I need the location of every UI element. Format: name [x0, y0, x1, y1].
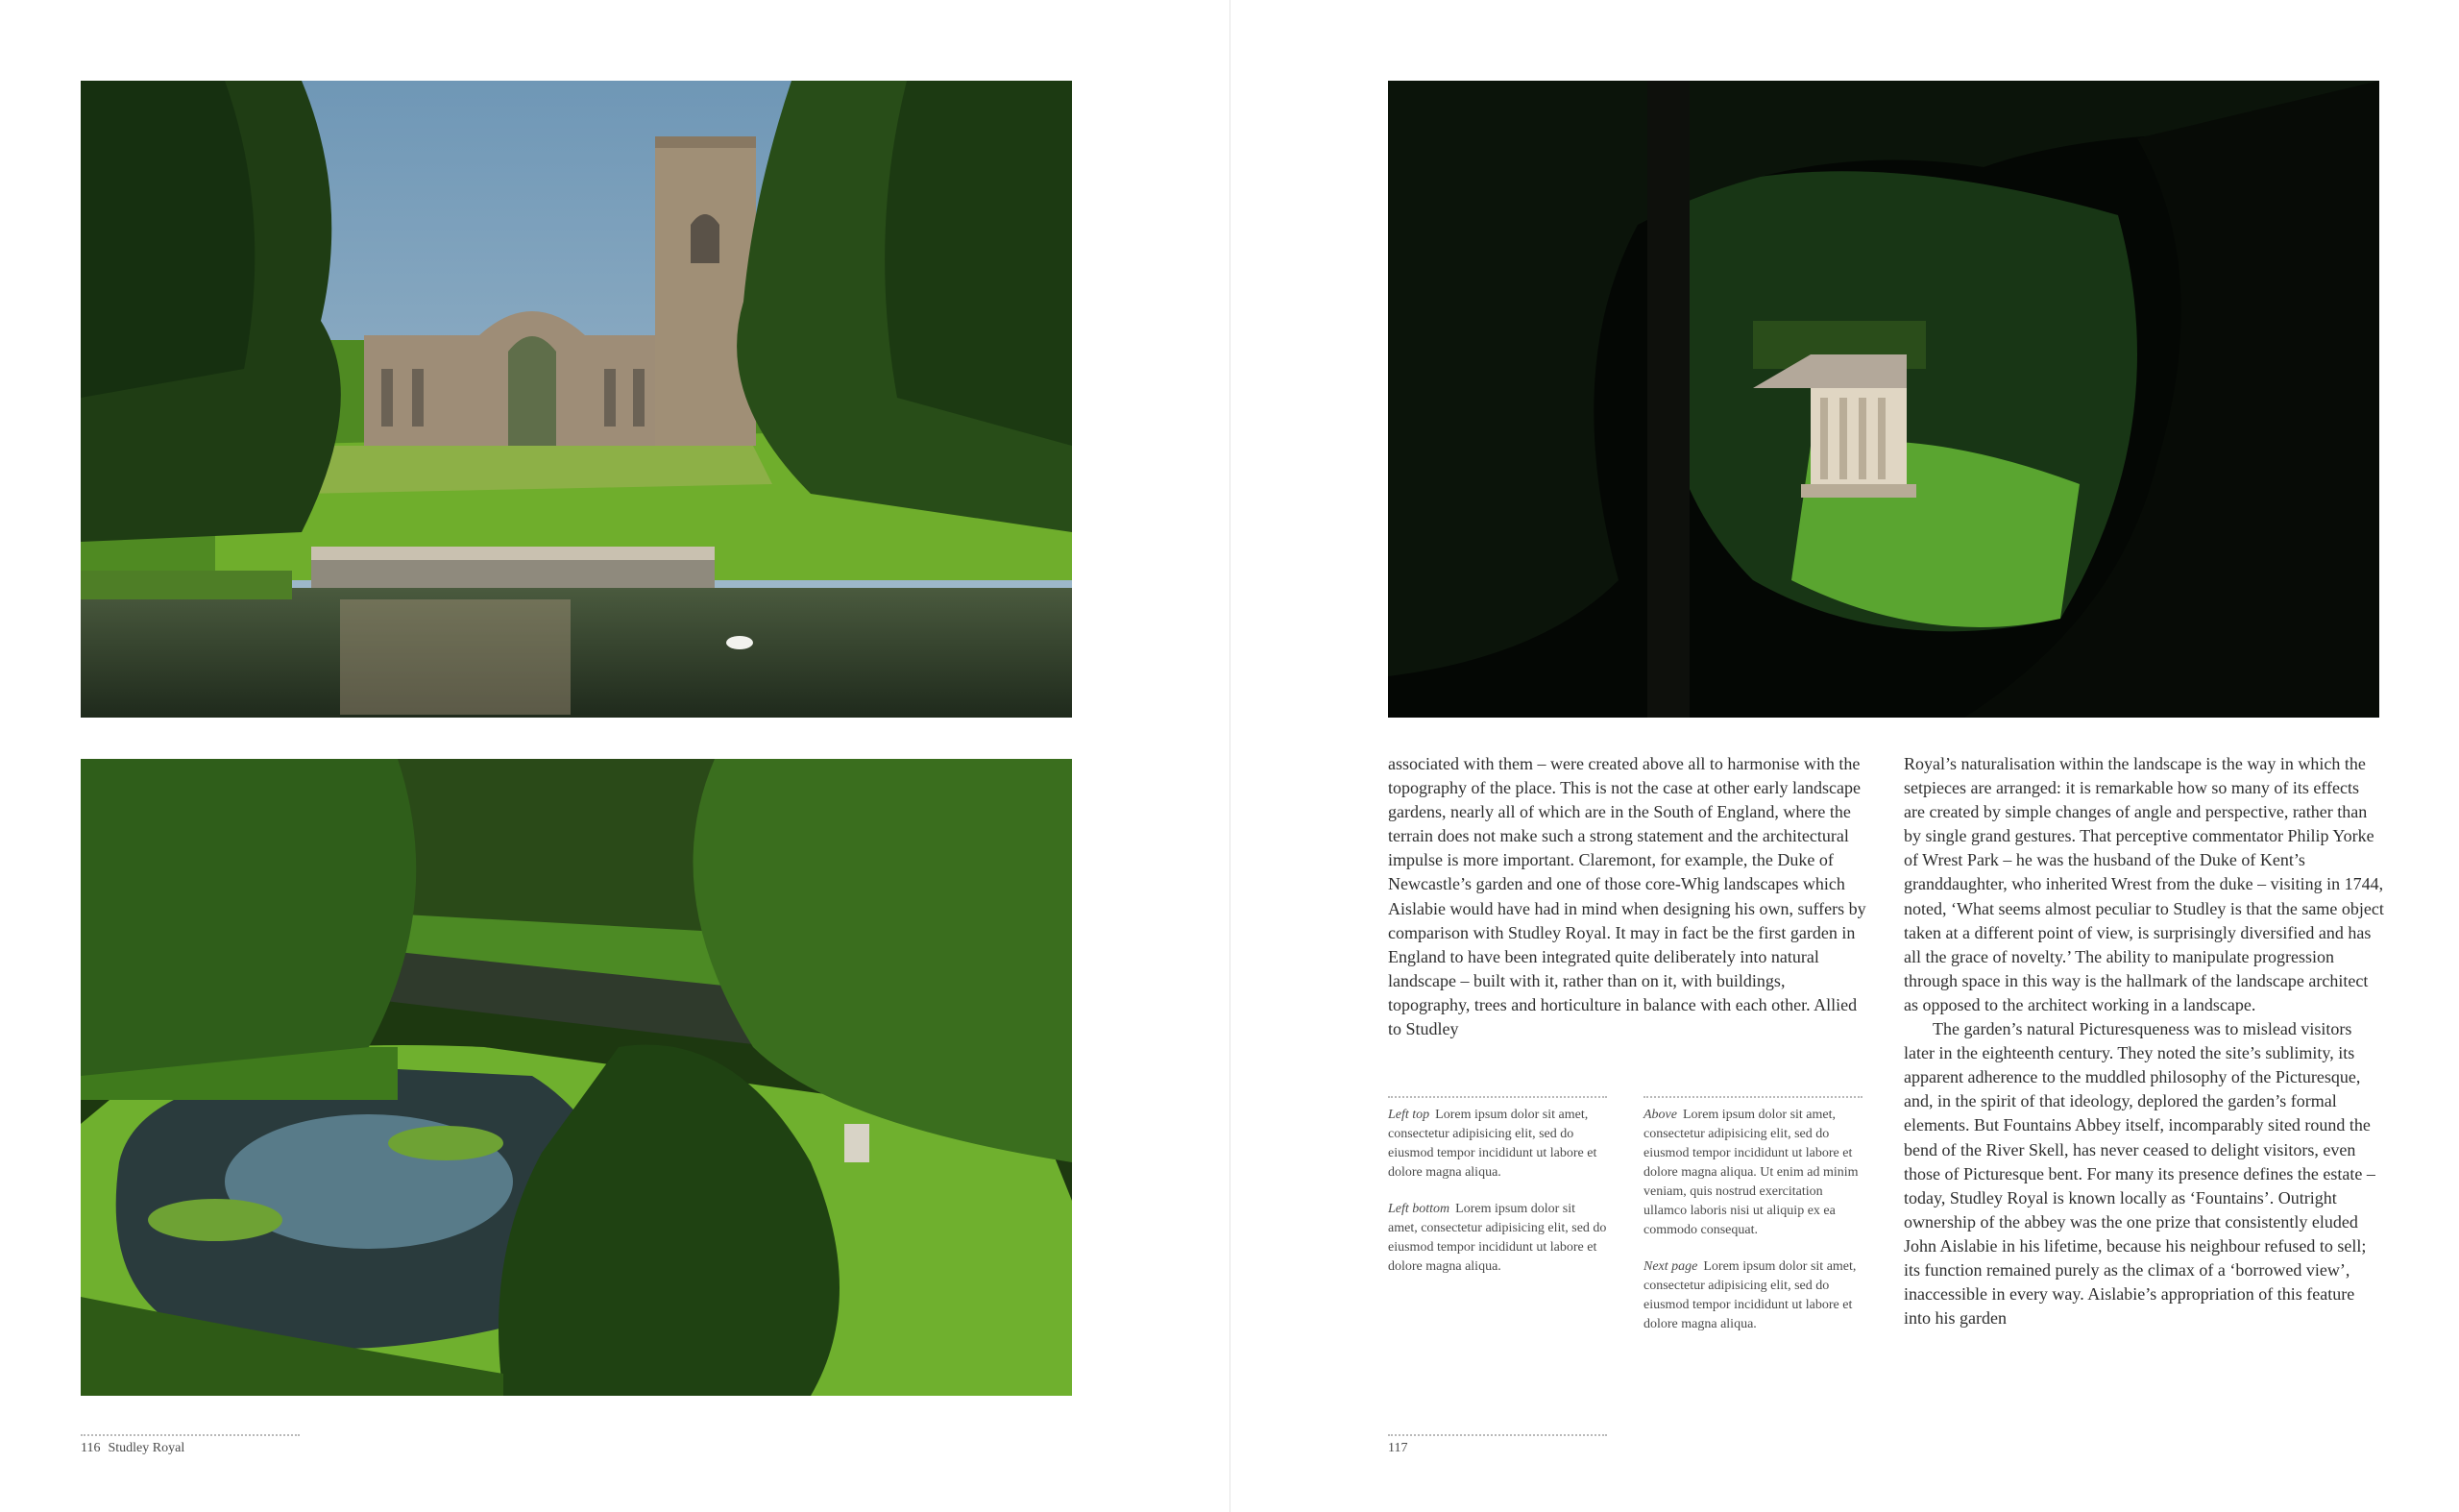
caption-left-top: [1388, 1106, 1607, 1183]
caption-text: Lorem ipsum dolor sit amet, consectetur adipisicing elit, sed do eiusmod tempor incididunt ut labore et dolore magna aliqua.: [1388, 1202, 1607, 1274]
caption-label: Left bottom: [1388, 1202, 1450, 1216]
water-garden-pond-photo: [81, 759, 1072, 1396]
caption-text: Lorem ipsum dolor sit amet, consectetur adipisicing elit, sed do eiusmod tempor incididunt ut labore et dolore magna aliqua.: [1388, 1108, 1597, 1180]
body-paragraph: associated with them – were created above all to harmonise with the topography of the place. This is not the case at other early landscape gardens, nearly all of which are in the South of England, where the terrain does not make such a strong statement and the architectural impulse is more important. Claremont, for example, the Duke of Newcastle’s garden and one of those core-Whig landscapes which Aislabie would have had in mind when designing his own, suffers by comparison with Studley Royal. It may in fact be the first garden in England to have been integrated quite deliberately into natural landscape – built with it, rather than on it, with buildings, topography, trees and horticulture in balance with each other. Allied to Studley: [1388, 754, 1866, 1039]
caption-label: Left top: [1388, 1108, 1430, 1122]
captions-left: [1388, 1096, 1607, 1294]
captions-right: [1643, 1096, 1863, 1352]
caption-next-page: [1643, 1257, 1863, 1334]
body-paragraph: The garden’s natural Picturesqueness was to mislead visitors later in the eighteenth century. They noted the site’s sublimity, its apparent adherence to the muddled philosophy of the Picturesque, and, in the spirit of that ideology, deplored the garden’s formal elements. But Fountains Abbey itself, incomparably sited round the bend of the River Skell, has never ceased to delight visitors, even those of Picturesque bent. For many its presence defines the estate – today, Studley Royal is known locally as ‘Fountains’. Outright ownership of the abbey was the one prize that consistently eluded John Aislabie in his lifetime, because his neighbour refused to sell; its function remained purely as the climax of a ‘borrowed view’, inaccessible in every way. Aislabie’s appropriation of this feature into his garden: [1904, 1019, 2375, 1329]
temple-through-trees-photo: [1388, 81, 2379, 718]
running-head: Studley Royal: [108, 1441, 185, 1455]
page-number: 116: [81, 1441, 101, 1455]
footer-rule-right: [1388, 1434, 1607, 1436]
folio-right: [1388, 1441, 1407, 1456]
caption-label: Above: [1643, 1108, 1677, 1122]
caption-text: Lorem ipsum dolor sit amet, consectetur adipisicing elit, sed do eiusmod tempor incididunt ut labore et dolore magna aliqua. Ut enim ad minim veniam, quis nostrud exercitation ullamco laboris nisi ut aliquip ex ea commodo consequat.: [1643, 1108, 1859, 1237]
body-paragraph: Royal’s naturalisation within the landscape is the way in which the setpieces are arranged: it is remarkable how so many of its effects are created by simple changes of angle and perspective, rather than by single grand gestures. That perceptive commentator Philip Yorke of Wrest Park – he was the husband of the Duke of Kent’s granddaughter, who inherited Wrest from the duke – visiting in 1744, noted, ‘What seems almost peculiar to Studley is that the same object taken at a different point of view, is surprisingly diversified and has all the grace of novelty.’ The ability to manipulate progression through space in this way is the hallmark of the landscape architect as opposed to the architect working in a landscape.: [1904, 754, 2384, 1014]
body-text-column-2: [1904, 752, 2384, 1330]
caption-label: Next page: [1643, 1259, 1698, 1274]
body-text-column-1: [1388, 752, 1868, 1041]
folio-left: [81, 1441, 184, 1456]
caption-text: Lorem ipsum dolor sit amet, consectetur adipisicing elit, sed do eiusmod tempor incididunt ut labore et dolore magna aliqua.: [1643, 1259, 1857, 1331]
footer-rule-left: [81, 1434, 300, 1436]
page-number: 117: [1388, 1441, 1408, 1455]
fountains-abbey-photo: [81, 81, 1072, 718]
caption-above: [1643, 1106, 1863, 1240]
caption-left-bottom: [1388, 1200, 1607, 1277]
